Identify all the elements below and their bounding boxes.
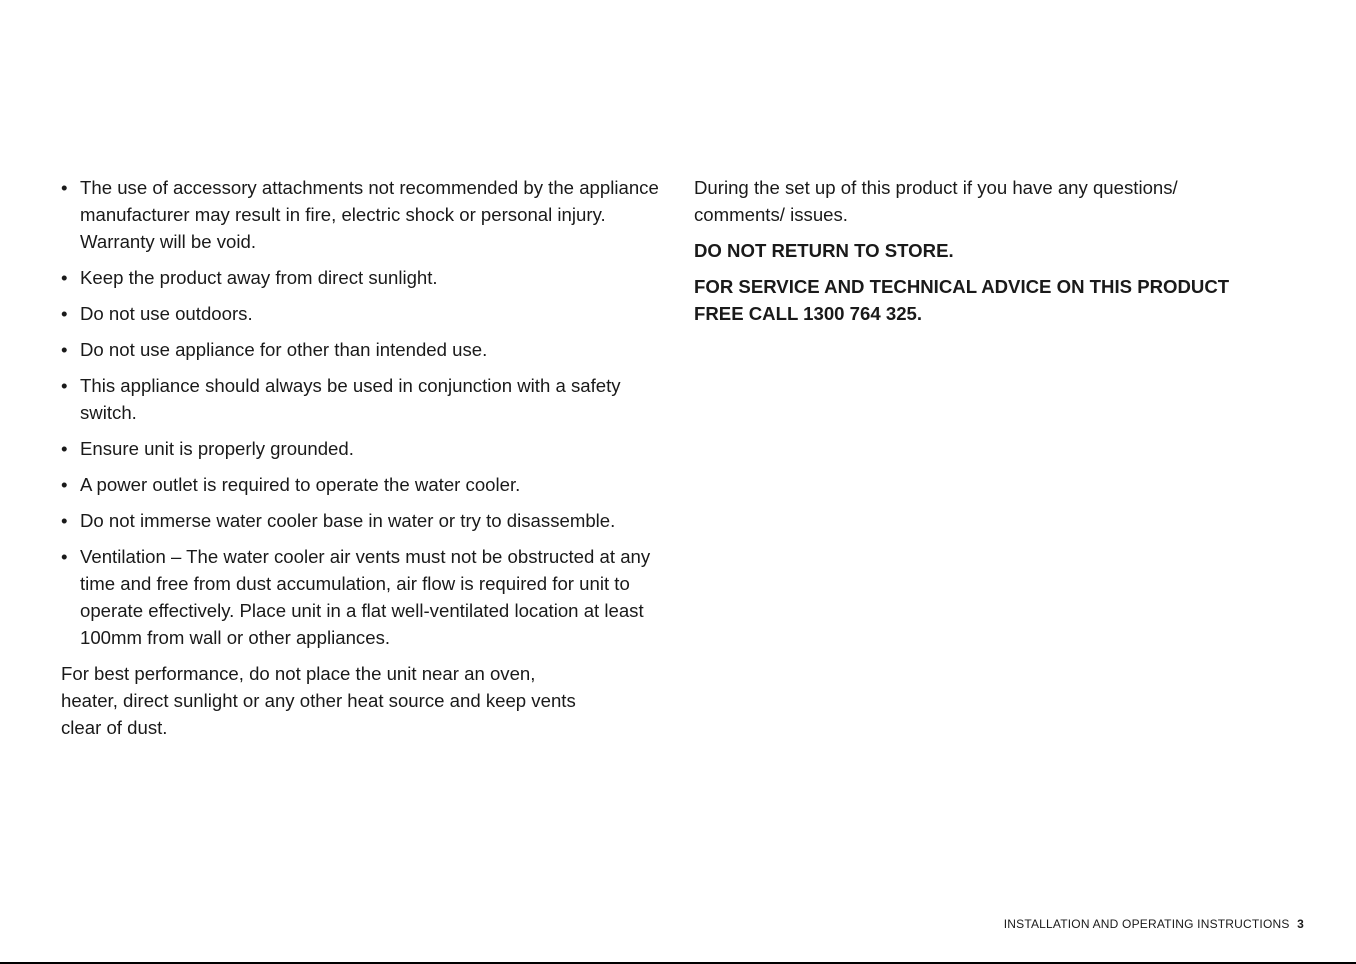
bullet-item: • Do not immerse water cooler base in water or try to disassemble. — [61, 507, 661, 534]
left-column — [61, 174, 661, 741]
bullet-item: • Ventilation – The water cooler air vents must not be obstructed at any time and free from dust accumulation, air flow is required for unit to operate effectively. Place unit in a flat well-ventilated location at least 100mm from wall or other appliances. — [61, 543, 661, 651]
page-number: 3 — [1297, 917, 1304, 931]
return-notice: DO NOT RETURN TO STORE. — [694, 240, 954, 261]
bullet-item: • This appliance should always be used in conjunction with a safety switch. — [61, 372, 661, 426]
bullet-item: • A power outlet is required to operate the water cooler. — [61, 471, 661, 498]
setup-intro-text: During the set up of this product if you have any questions/ comments/ issues. — [694, 177, 1178, 225]
page-footer — [1004, 916, 1304, 932]
bullet-item: • Do not use appliance for other than intended use. — [61, 336, 661, 363]
performance-paragraph: For best performance, do not place the unit near an oven, heater, direct sunlight or any other heat source and keep vents clear of dust. — [61, 663, 576, 738]
bullet-item: • The use of accessory attachments not recommended by the appliance manufacturer may result in fire, electric shock or personal injury. Warranty will be void. — [61, 174, 661, 255]
safety-bullet-list — [61, 174, 661, 651]
bullet-item: • Ensure unit is properly grounded. — [61, 435, 661, 462]
bullet-item: • Do not use outdoors. — [61, 300, 661, 327]
service-hotline-notice: FOR SERVICE AND TECHNICAL ADVICE ON THIS PRODUCT FREE CALL 1300 764 325. — [694, 276, 1230, 324]
bullet-item: • Keep the product away from direct sunlight. — [61, 264, 661, 291]
footer-title: INSTALLATION AND OPERATING INSTRUCTIONS — [1003, 917, 1290, 931]
right-column — [694, 174, 1254, 336]
